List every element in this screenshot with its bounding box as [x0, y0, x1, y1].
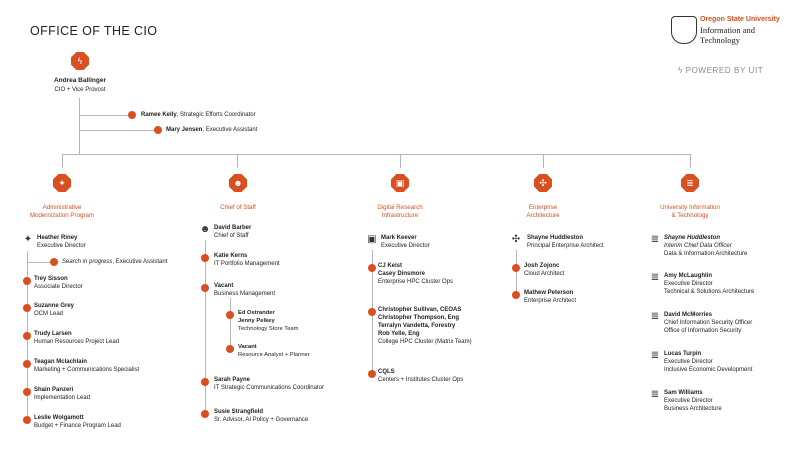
uit-member [664, 389, 722, 413]
dri-group [378, 306, 472, 346]
sparkle-icon: ✦ [58, 178, 66, 188]
connector-line [516, 250, 517, 295]
ea-head [527, 234, 604, 250]
person-role: Enterprise Architect [524, 298, 577, 304]
unit-name-line1: Information and [700, 25, 755, 35]
person-role: , Executive Assistant [112, 259, 168, 265]
node-dot [23, 304, 31, 312]
dept-title-line: Chief of Staff [220, 204, 256, 211]
person-name: Rob Yelle, Eng [378, 331, 420, 337]
people-icon: ☻ [233, 178, 243, 188]
unit-name-line2: Technology [700, 35, 741, 45]
amp-member [34, 330, 119, 346]
person-role: Human Resources Project Lead [34, 339, 120, 345]
node-dot [368, 308, 376, 316]
person-role: Marketing + Communications Specialist [34, 367, 140, 373]
connector-line [79, 98, 80, 154]
person-role: Executive Director [664, 359, 713, 365]
assistant-role: , Strategic Efforts Coordinator [176, 112, 256, 118]
amp-member [34, 302, 74, 318]
person-name: Casey Dinsmore [378, 271, 426, 277]
amp-member [34, 414, 121, 430]
ea-member [524, 262, 564, 278]
university-name: Oregon State University [700, 16, 780, 23]
person-name: Lucas Turpin [664, 351, 702, 357]
page-title: OFFICE OF THE CIO [30, 24, 158, 38]
lightning-icon: ϟ [678, 66, 686, 75]
person-name: Amy McLaughlin [664, 273, 713, 279]
assistant-1 [141, 111, 256, 119]
person-name: Jenny Pelkey [238, 318, 275, 324]
node-dot [23, 360, 31, 368]
person-name: Vacant [214, 283, 234, 289]
amp-head [37, 234, 86, 250]
person-name: Trudy Larsen [34, 331, 72, 337]
connector-line [205, 240, 206, 416]
cos-member [214, 252, 280, 268]
dept-title-amp [7, 204, 117, 220]
chip-icon: ▣ [395, 178, 405, 188]
assistant-name: Ramee Kelly [141, 112, 177, 118]
node-dot [50, 258, 58, 266]
person-name: Katie Kerns [214, 253, 248, 259]
node-dot [23, 332, 31, 340]
node-dot [512, 264, 520, 272]
node-dot [201, 410, 209, 418]
connector-line [690, 154, 691, 168]
person-name: Search in progress [62, 259, 113, 265]
connector-line [400, 154, 401, 168]
ea-member [524, 289, 576, 305]
person-name: Shain Panzeri [34, 387, 74, 393]
connector-line [79, 130, 158, 131]
node-dot [226, 345, 234, 353]
uit-member [664, 311, 752, 335]
dept-title-dri [345, 204, 455, 220]
connector-line [230, 298, 231, 349]
dept-title-line: University Information [660, 204, 720, 211]
dri-group [378, 262, 453, 286]
person-role: Executive Director [664, 398, 713, 404]
node-dot [201, 254, 209, 262]
person-role: Resource Analyst + Planner [238, 352, 310, 358]
person-name: Mathew Peterson [524, 290, 574, 296]
sparkle-icon: ✦ [23, 234, 33, 245]
uit-member [664, 350, 752, 374]
person-role: Chief of Staff [214, 233, 249, 239]
network-icon: ✣ [539, 178, 547, 188]
node-dot [23, 416, 31, 424]
person-name: Heather Riney [37, 235, 78, 241]
dri-head [381, 234, 430, 250]
person-role: Implementation Lead [34, 395, 91, 401]
person-name: Ed Ostrander [238, 310, 275, 316]
person-name: Suzanne Grey [34, 303, 75, 309]
connector-line [62, 154, 63, 168]
person-role: OCM Lead [34, 311, 64, 317]
person-name: Christopher Thompson, Eng [378, 315, 459, 321]
amp-member [34, 275, 83, 291]
person-name: Susie Strangfield [214, 409, 264, 415]
node-dot [368, 370, 376, 378]
dept-title-line: Administrative [42, 204, 82, 211]
person-role: Inclusive Economic Development [664, 367, 753, 373]
person-role: Budget + Finance Program Lead [34, 423, 121, 429]
lightning-icon: ϟ [77, 56, 83, 66]
person-name: Mark Keever [381, 235, 417, 241]
node-dot [23, 277, 31, 285]
assistant-name: Mary Jensen [166, 127, 203, 133]
powered-by [678, 66, 763, 75]
person-name: Shayne Huddleston [664, 235, 721, 241]
connector-line [543, 154, 544, 168]
person-name: CJ Keist [378, 263, 403, 269]
chip-icon: ▣ [367, 234, 377, 245]
person-name: Sam Williams [664, 390, 703, 396]
cos-subgroup [238, 343, 310, 359]
dept-title-line: & Technology [671, 212, 709, 219]
amp-member [34, 358, 139, 374]
node-dot [512, 291, 520, 299]
list-icon: ≣ [686, 178, 694, 188]
person-role: Chief Information Security Officer [664, 320, 753, 326]
person-role: Executive Director [381, 243, 430, 249]
person-role: Technology Store Team [238, 326, 299, 332]
powered-by-label: POWERED BY UIT [685, 66, 764, 75]
node-dot [128, 111, 136, 119]
dept-title-ea [488, 204, 598, 220]
list-icon: ≣ [650, 272, 660, 283]
person-role: Data & Information Architecture [664, 251, 748, 257]
connector-line [62, 154, 691, 155]
node-dot [23, 388, 31, 396]
list-icon: ≣ [650, 311, 660, 322]
dept-title-uit [635, 204, 745, 220]
person-role: IT Strategic Communications Coordinator [214, 385, 324, 391]
person-role: Cloud Architect [524, 271, 565, 277]
dri-group [378, 368, 463, 384]
person-role: Technical & Solutions Architecture [664, 289, 755, 295]
person-name: Sarah Payne [214, 377, 251, 383]
cos-subgroup [238, 309, 298, 333]
cos-member [214, 282, 275, 298]
person-role: Principal Enterprise Architect [527, 243, 604, 249]
node-dot [368, 264, 376, 272]
dept-title-line: Modernization Program [29, 212, 95, 219]
list-icon: ≣ [650, 350, 660, 361]
dept-title-line: Enterprise [528, 204, 558, 211]
person-name: Leslie Wolgamott [34, 415, 84, 421]
node-dot [226, 311, 234, 319]
person-name: Terralyn Vandetta, Forestry [378, 323, 456, 329]
person-name: CQLS [378, 369, 395, 375]
connector-line [79, 115, 131, 116]
uit-member [664, 272, 754, 296]
person-name: Trey Sisson [34, 276, 68, 282]
node-dot [201, 378, 209, 386]
dept-title-line: Digital Research [377, 204, 423, 211]
connector-line [237, 154, 238, 168]
person-role: Sr. Advisor, AI Policy + Governance [214, 417, 309, 423]
person-role: College HPC Cluster (Matrix Team) [378, 339, 472, 345]
person-role: Business Architecture [664, 406, 722, 412]
person-name: David McMorries [664, 312, 713, 318]
people-icon: ☻ [199, 224, 211, 235]
dept-title-line: Infrastructure [381, 212, 419, 219]
person-role: Executive Director [664, 281, 713, 287]
cos-member [214, 408, 308, 424]
person-name: Josh Zojonc [524, 263, 560, 269]
root-role: CIO + Vice Provost [54, 87, 106, 93]
network-icon: ✣ [511, 234, 521, 245]
root-name: Andrea Ballinger [53, 77, 106, 84]
person-role: Business Management [214, 291, 276, 297]
person-role: Enterprise HPC Cluster Ops [378, 279, 454, 285]
person-name: Christopher Sullivan, CEOAS [378, 307, 462, 313]
unit-name [700, 25, 755, 45]
university-seal-icon [671, 16, 697, 44]
node-dot [201, 284, 209, 292]
node-dot [154, 126, 162, 134]
person-role: Interim Chief Data Officer [664, 243, 732, 249]
assistant-2 [166, 126, 257, 134]
person-name: Shayne Huddleston [527, 235, 584, 241]
dept-title-cos [183, 204, 293, 212]
person-name: Vacant [238, 344, 257, 350]
person-role: Associate Director [34, 284, 83, 290]
person-role: Centers + Institutes Cluster Ops [378, 377, 464, 383]
person-role: Office of Information Security [664, 328, 742, 334]
person-name: David Barber [214, 225, 252, 231]
uit-member [664, 234, 747, 258]
person-role: IT Portfolio Management [214, 261, 280, 267]
list-icon: ≣ [650, 234, 660, 245]
person-role: Executive Director [37, 243, 86, 249]
list-icon: ≣ [650, 389, 660, 400]
person-name: Teagan Mclachlain [34, 359, 87, 365]
amp-member [34, 386, 90, 402]
cos-head [214, 224, 251, 240]
cos-member [214, 376, 324, 392]
dept-title-line: Architecture [526, 212, 560, 219]
amp-assistant [62, 258, 167, 266]
assistant-role: , Executive Assistant [202, 127, 258, 133]
